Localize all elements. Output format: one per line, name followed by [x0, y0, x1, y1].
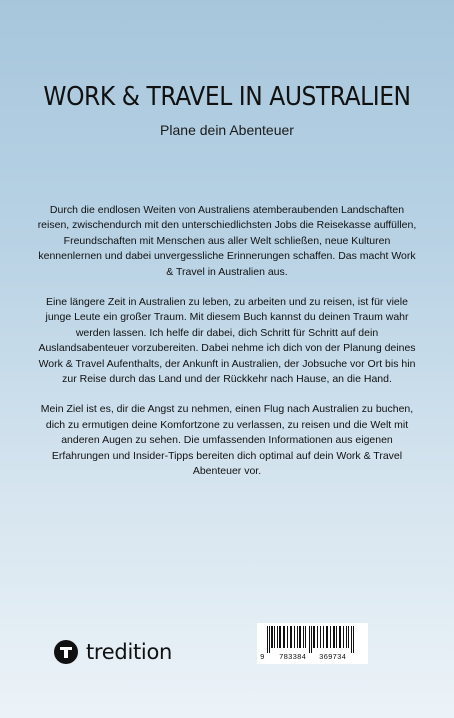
barcode-bar [290, 626, 292, 648]
book-subtitle: Plane dein Abenteuer [160, 122, 294, 138]
barcode-bar [277, 626, 278, 648]
barcode-bar [317, 626, 318, 648]
barcode-bar [333, 626, 335, 648]
barcode-bar [299, 626, 301, 648]
barcode-bar [346, 626, 347, 648]
barcode-bar [279, 626, 281, 648]
barcode-bar [309, 626, 310, 653]
barcode-bar [269, 626, 270, 653]
barcode-bar [311, 626, 312, 653]
barcode-bar [326, 626, 328, 648]
barcode-bar [339, 626, 341, 648]
barcode-bar [313, 626, 315, 648]
barcode-group-1: 783384 [279, 654, 307, 662]
barcode-bar [343, 626, 344, 648]
blurb [36, 203, 418, 495]
barcode-group-2: 369734 [319, 654, 347, 662]
barcode-bar [330, 626, 331, 648]
tredition-logo-icon [54, 640, 78, 664]
barcode-bars [257, 623, 368, 653]
barcode-bar [336, 626, 337, 648]
barcode-bar [305, 626, 306, 648]
barcode-bar [287, 626, 288, 648]
barcode-bar [323, 626, 324, 648]
publisher-logo [54, 640, 172, 664]
barcode-bar [274, 626, 275, 648]
book-title: WORK & TRAVEL IN AUSTRALIEN [43, 82, 411, 112]
barcode-bar [303, 626, 304, 648]
barcode-bar [353, 626, 354, 653]
barcode-bar [294, 626, 295, 648]
barcode-bar [283, 626, 285, 648]
barcode-bar [271, 626, 273, 648]
barcode-bar [351, 626, 352, 653]
blurb-paragraph: Durch die endlosen Weiten von Australiens atemberaubenden Landschaften reisen, zwischendurch mit den unterschiedlichsten Jobs die Reisekasse auffüllen, Freundschaften mit Menschen aus aller Welt schließen, neue Kulturen kennenlernen und dabei unvergessliche Erinnerungen schaffen. Das macht Work & Travel in Australien aus. [37, 204, 417, 278]
barcode-first-digit: 9 [260, 654, 265, 662]
publisher-name: tredition [86, 640, 173, 664]
barcode-bar [348, 626, 349, 648]
barcode-bar [297, 626, 298, 648]
blurb-paragraph: Mein Ziel ist es, dir die Angst zu nehmen, einen Flug nach Australien zu buchen, dich zu ermutigen deine Komfortzone zu verlassen, zu reisen und die Welt mit anderen Augen zu sehen. Die umfassenden Informationen aus eigenen Erfahrungen und Insider-Tipps bereiten dich optimal auf dein Work & Travel Abenteuer vor. [40, 403, 414, 478]
isbn-barcode [257, 623, 368, 664]
barcode-bar [320, 626, 321, 648]
barcode-bar [267, 626, 268, 653]
blurb-paragraph: Eine längere Zeit in Australien zu leben, zu arbeiten und zu reisen, ist für viele junge Leute ein großer Traum. Mit diesem Buch kannst du deinen Traum wahr werden lassen. Ich helfe dir dabei, dich Schritt für Schritt auf dein Auslandsabenteuer vorzubereiten. Dabei nehme ich dich von der Planung deines Work & Travel Aufenthalts, der Ankunft in Australien, der Jobsuche vor Ort bis hin zur Reise durch das Land und der Rückkehr nach Hause, an die Hand. [38, 296, 416, 386]
